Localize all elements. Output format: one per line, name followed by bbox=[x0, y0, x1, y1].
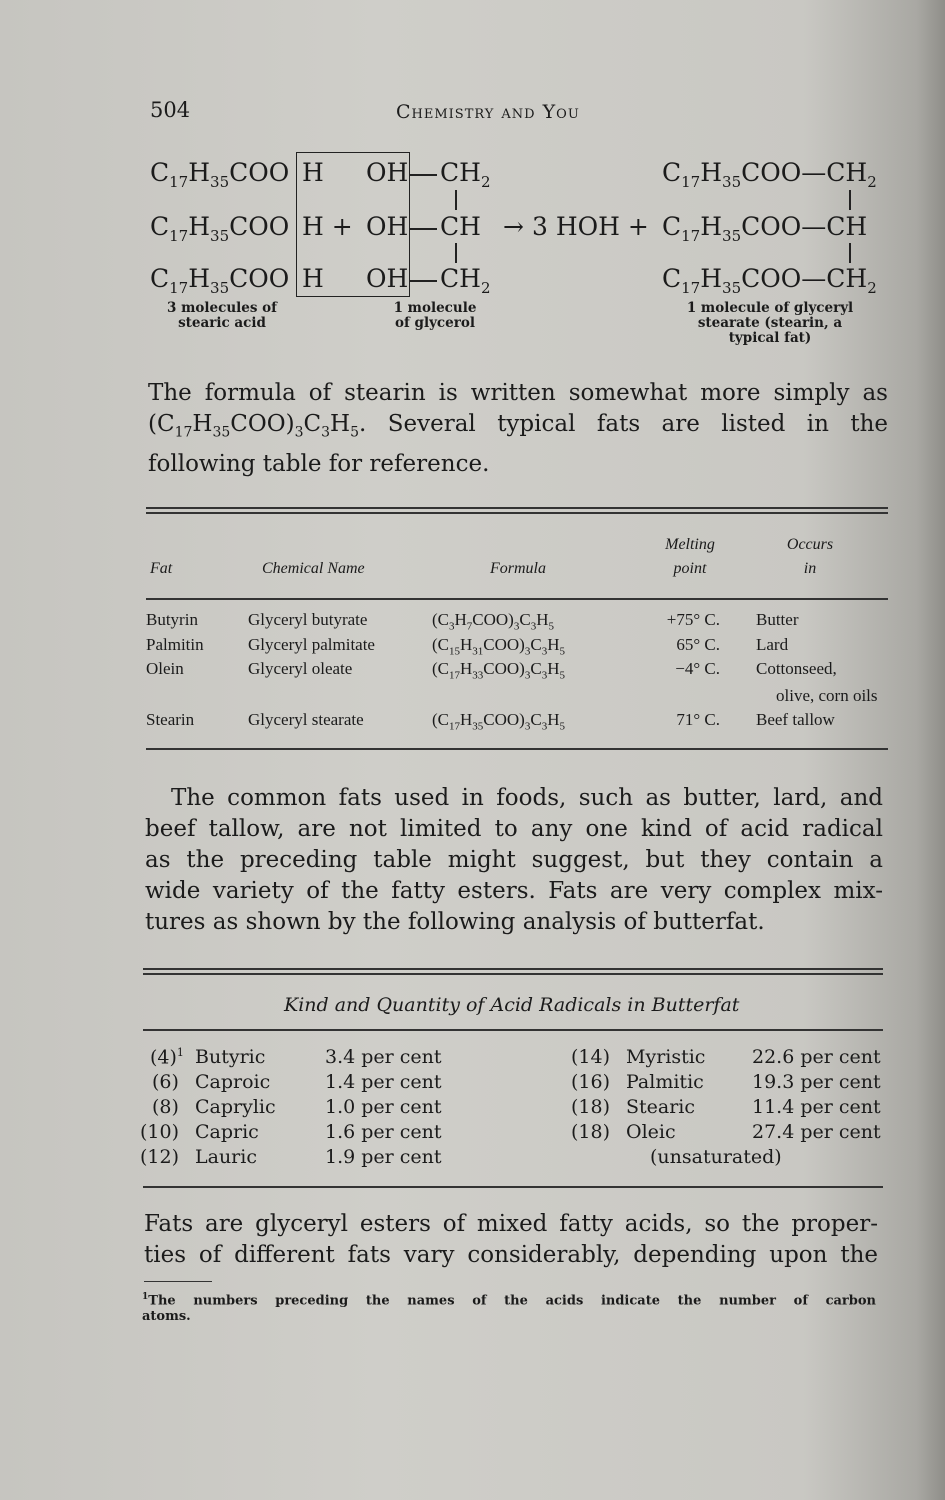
caption-stearin: 1 molecule of glyceryl stearate (stearin, a typical fat) bbox=[686, 300, 854, 346]
cell-occurs: olive, corn oils bbox=[776, 686, 878, 705]
cell-formula: $(C_{15}H_{31}COO)_3C_3H_5$ bbox=[432, 635, 565, 658]
paragraph-stearin-formula: The formula of stearin is written somewhat more simply as $(C_{17}H_{35}COO)_3C_3H_5$. Several typical fats are listed in the following table for reference. bbox=[148, 380, 888, 477]
bond-line bbox=[409, 280, 437, 282]
cell-name: Glyceryl butyrate bbox=[248, 610, 368, 629]
cell-name: Glyceryl palmitate bbox=[248, 635, 375, 654]
bond-line bbox=[455, 190, 457, 210]
box-hydrogen: H + bbox=[302, 212, 353, 241]
unsaturated-note: (unsaturated) bbox=[650, 1146, 782, 1168]
acid-name: Palmitic bbox=[626, 1071, 704, 1093]
cell-melting-point: +75° C. bbox=[666, 610, 720, 629]
table-rule bbox=[143, 968, 883, 970]
carbon-count: (14) bbox=[571, 1046, 611, 1068]
cell-melting-point: 71° C. bbox=[676, 710, 720, 729]
bond-line bbox=[849, 190, 851, 210]
acid-formula: $C_{17}H_{35}COO$ bbox=[150, 158, 290, 191]
page-number: 504 bbox=[150, 98, 191, 122]
box-hydroxyl: OH bbox=[366, 264, 409, 293]
acid-quantity: 3.4 per cent bbox=[325, 1046, 442, 1068]
acid-quantity: 27.4 per cent bbox=[752, 1121, 881, 1143]
acid-name: Oleic bbox=[626, 1121, 676, 1143]
acid-name: Caproic bbox=[195, 1071, 271, 1093]
box-hydrogen: H bbox=[302, 158, 324, 187]
paragraph-mixed-esters: Fats are glyceryl esters of mixed fatty acids, so the proper- ties of different fats vary considerably, depending upon the bbox=[144, 1211, 878, 1268]
stearin-formula: $C_{17}H_{35}COO—CH_2$ bbox=[662, 158, 877, 191]
stearin-formula: $C_{17}H_{35}COO—CH_2$ bbox=[662, 264, 877, 297]
col-header-melting: Melting point bbox=[665, 536, 715, 577]
acid-quantity: 11.4 per cent bbox=[752, 1096, 881, 1118]
acid-quantity: 22.6 per cent bbox=[752, 1046, 881, 1068]
cell-name: Glyceryl oleate bbox=[248, 659, 353, 678]
glycerol-group: CH bbox=[440, 212, 481, 241]
table-rule bbox=[143, 973, 883, 975]
acid-name: Lauric bbox=[195, 1146, 257, 1168]
acid-formula: $C_{17}H_{35}COO$ bbox=[150, 264, 290, 297]
carbon-count: (8) bbox=[152, 1096, 179, 1118]
acid-name: Capric bbox=[195, 1121, 259, 1143]
glycerol-group: $CH_2$ bbox=[440, 264, 491, 297]
caption-acid: 3 molecules of stearic acid bbox=[167, 300, 277, 331]
carbon-count: $(4)^1$ bbox=[150, 1046, 184, 1069]
cell-occurs: Cottonseed, bbox=[756, 659, 837, 678]
acid-name: Caprylic bbox=[195, 1096, 276, 1118]
cell-fat: Palmitin bbox=[146, 635, 204, 654]
stearin-formula: $C_{17}H_{35}COO—CH$ bbox=[662, 212, 868, 245]
carbon-count: (6) bbox=[152, 1071, 179, 1093]
acid-quantity: 1.4 per cent bbox=[325, 1071, 442, 1093]
bond-line bbox=[409, 228, 437, 230]
box-hydrogen: H bbox=[302, 264, 324, 293]
water-product: 3 HOH + bbox=[532, 212, 649, 241]
col-header-fat: Fat bbox=[150, 560, 173, 577]
carbon-count: (10) bbox=[140, 1121, 180, 1143]
cell-name: Glyceryl stearate bbox=[248, 710, 364, 729]
arrow-icon: → bbox=[503, 212, 524, 241]
acid-formula: $C_{17}H_{35}COO$ bbox=[150, 212, 290, 245]
box-hydroxyl: OH bbox=[366, 158, 409, 187]
col-header-formula: Formula bbox=[490, 560, 546, 577]
cell-melting-point: −4° C. bbox=[675, 659, 720, 678]
carbon-count: (12) bbox=[140, 1146, 180, 1168]
table-rule bbox=[143, 1186, 883, 1188]
footnote-rule bbox=[144, 1281, 212, 1282]
footnote: $^1$The numbers preceding the names of the acids indicate the number of carbon atoms. bbox=[142, 1292, 876, 1325]
cell-formula: $(C_{17}H_{35}COO)_3C_3H_5$ bbox=[432, 710, 565, 733]
acid-quantity: 1.6 per cent bbox=[325, 1121, 442, 1143]
table-rule bbox=[146, 598, 888, 600]
cell-formula: $(C_3H_7COO)_3C_3H_5$ bbox=[432, 610, 554, 633]
bond-line bbox=[849, 243, 851, 263]
acid-quantity: 1.0 per cent bbox=[325, 1096, 442, 1118]
cell-melting-point: 65° C. bbox=[676, 635, 720, 654]
box-hydroxyl: OH bbox=[366, 212, 409, 241]
bond-line bbox=[455, 243, 457, 263]
cell-formula: $(C_{17}H_{33}COO)_3C_3H_5$ bbox=[432, 659, 565, 682]
running-title: Chemistry and You bbox=[396, 101, 580, 123]
table-rule bbox=[143, 1029, 883, 1031]
cell-occurs: Butter bbox=[756, 610, 799, 629]
cell-occurs: Lard bbox=[756, 635, 789, 654]
table-rule bbox=[146, 507, 888, 509]
table-rule bbox=[146, 748, 888, 750]
col-header-occurs: Occurs in bbox=[786, 536, 834, 577]
acid-name: Butyric bbox=[195, 1046, 266, 1068]
table-rule bbox=[146, 512, 888, 514]
acid-name: Stearic bbox=[626, 1096, 696, 1118]
carbon-count: (16) bbox=[571, 1071, 611, 1093]
butterfat-table-caption: Kind and Quantity of Acid Radicals in Butterfat bbox=[284, 994, 740, 1016]
cell-occurs: Beef tallow bbox=[756, 710, 835, 729]
carbon-count: (18) bbox=[571, 1121, 611, 1143]
glycerol-group: $CH_2$ bbox=[440, 158, 491, 191]
acid-name: Myristic bbox=[626, 1046, 706, 1068]
acid-quantity: 1.9 per cent bbox=[325, 1146, 442, 1168]
col-header-name: Chemical Name bbox=[262, 560, 365, 577]
cell-fat: Olein bbox=[146, 659, 184, 678]
paragraph-butterfat-intro: The common fats used in foods, such as butter, lard, and beef tallow, are not limited to any one kind of acid radical as the preceding table might suggest, but they contain a wide variety of the fatty esters. Fats are very complex mix- tures as shown by the following analysis of butterfat. bbox=[145, 785, 883, 935]
cell-fat: Stearin bbox=[146, 710, 195, 729]
caption-glycerol: 1 molecule of glycerol bbox=[393, 300, 477, 331]
bond-line bbox=[409, 174, 437, 176]
acid-quantity: 19.3 per cent bbox=[752, 1071, 881, 1093]
carbon-count: (18) bbox=[571, 1096, 611, 1118]
cell-fat: Butyrin bbox=[146, 610, 198, 629]
